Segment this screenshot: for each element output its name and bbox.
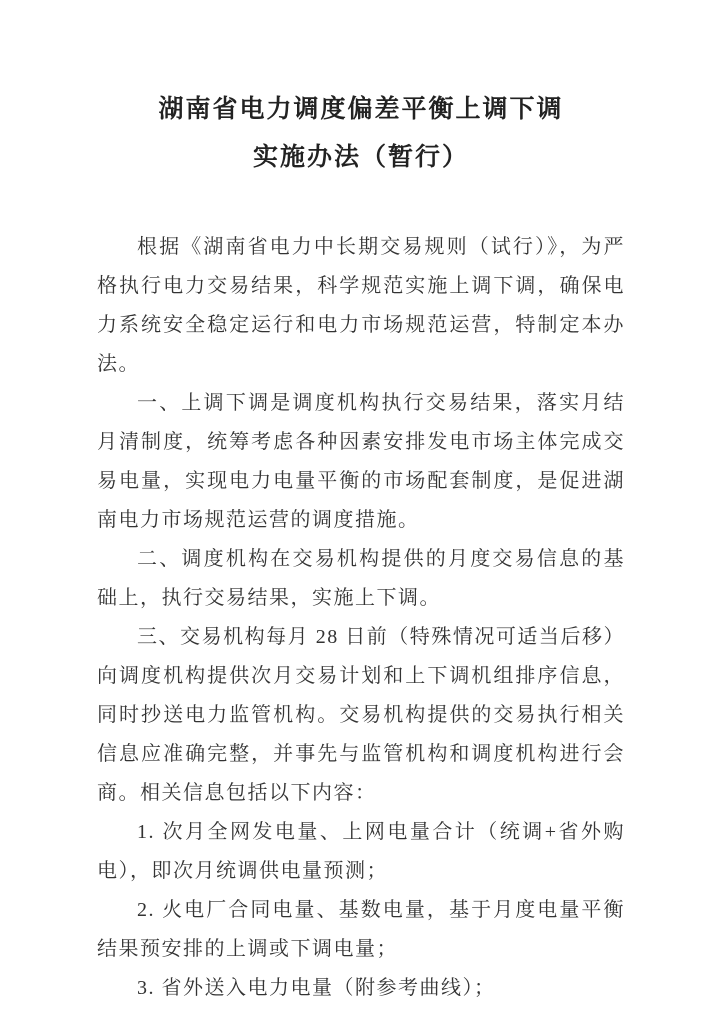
- list-item-3: 3. 省外送入电力电量（附参考曲线）；: [137, 977, 496, 999]
- title-line-2: 实施办法（暂行）: [252, 144, 469, 171]
- title-line-1: 湖南省电力调度偏差平衡上调下调: [158, 96, 564, 123]
- list-item-1: 1. 次月全网发电量、上网电量合计（统调+省外购电），即次月统调供电量预测；: [97, 821, 625, 882]
- document-title: [97, 86, 625, 182]
- paragraph-article-3: 三、交易机构每月 28 日前（特殊情况可适当后移）向调度机构提供次月交易计划和上下调机组排序信息，同时抄送电力监管机构。交易机构提供的交易执行相关信息应准确完整，并事先与监管机构和调度机构进行会商。相关信息包括以下内容：: [97, 626, 625, 804]
- paragraph-intro: 根据《湖南省电力中长期交易规则（试行）》，为严格执行电力交易结果，科学规范实施上调下调，确保电力系统安全稳定运行和电力市场规范运营，特制定本办法。: [97, 236, 625, 375]
- paragraph-article-2: 二、调度机构在交易机构提供的月度交易信息的基础上，执行交易结果，实施上下调。: [97, 548, 625, 609]
- document-body: [97, 228, 625, 1008]
- paragraph-article-1: 一、上调下调是调度机构执行交易结果，落实月结月清制度，统筹考虑各种因素安排发电市场主体完成交易电量，实现电力电量平衡的市场配套制度，是促进湖南电力市场规范运营的调度措施。: [97, 392, 625, 531]
- list-item-2: 2. 火电厂合同电量、基数电量，基于月度电量平衡结果预安排的上调或下调电量；: [97, 899, 625, 960]
